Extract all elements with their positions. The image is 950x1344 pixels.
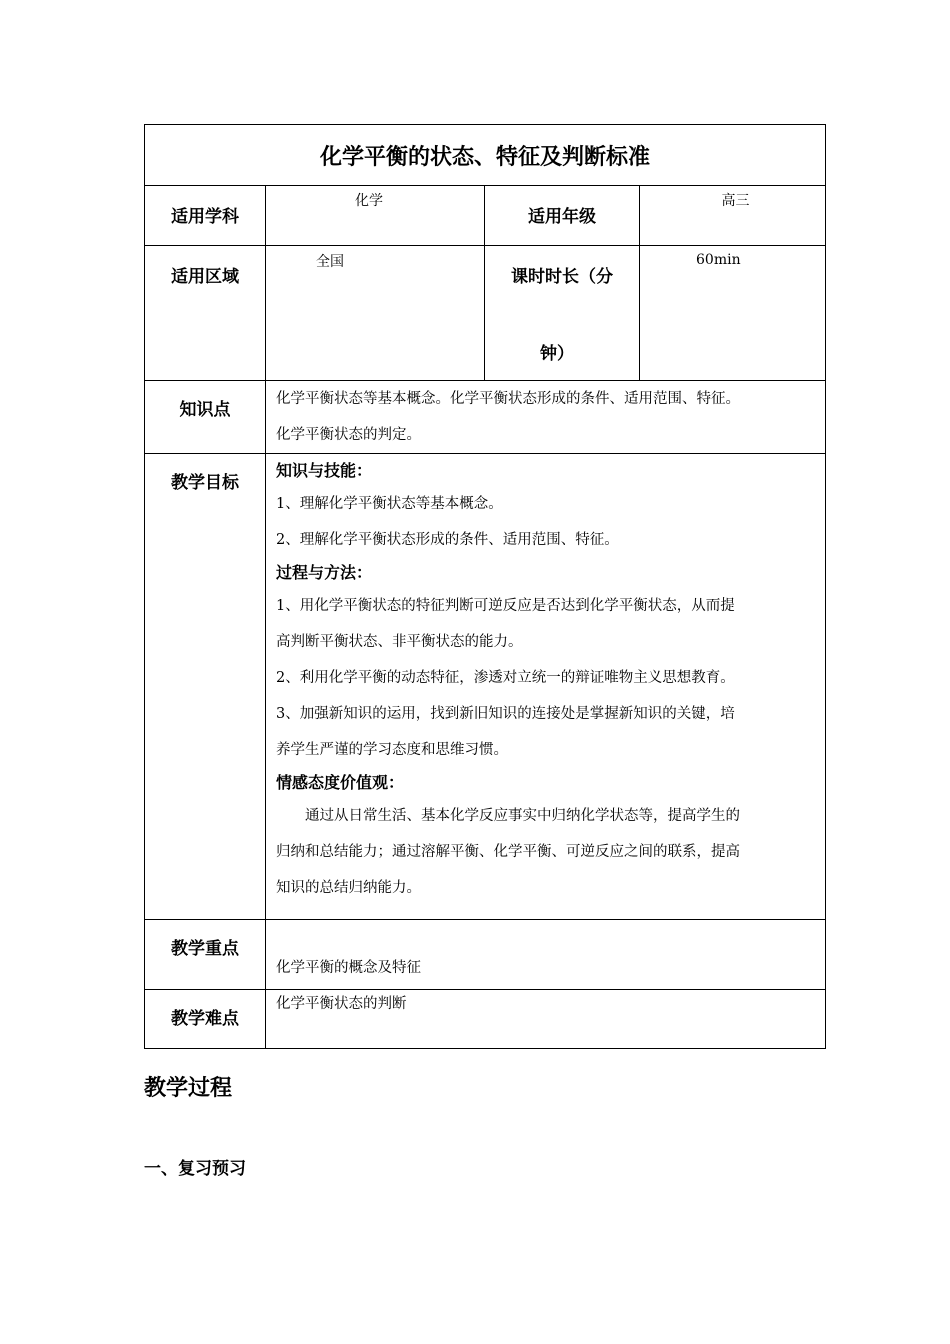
- objectives-content: [266, 454, 826, 920]
- knowledge-line-2: 化学平衡状态的判定。: [276, 427, 421, 443]
- difficulty-label: 教学难点: [171, 1009, 239, 1029]
- grade-value: 高三: [721, 193, 750, 209]
- values-line-1: 通过从日常生活、基本化学反应事实中归纳化学状态等，提高学生的: [305, 808, 740, 824]
- difficulty-content: [266, 990, 826, 1049]
- table-title-cell: [145, 125, 826, 186]
- key-point-value: 化学平衡的概念及特征: [276, 960, 421, 976]
- grade-label-cell: [485, 186, 640, 246]
- lesson-plan-table: [144, 124, 826, 1049]
- key-point-label-cell: [145, 920, 266, 990]
- key-point-content: [266, 920, 826, 990]
- process-line-5: 养学生严谨的学习态度和思维习惯。: [276, 742, 508, 758]
- values-line-3: 知识的总结归纳能力。: [276, 880, 421, 896]
- skills-item-1: 1、理解化学平衡状态等基本概念。: [276, 496, 503, 512]
- difficulty-label-cell: [145, 990, 266, 1049]
- process-line-2: 高判断平衡状态、非平衡状态的能力。: [276, 634, 523, 650]
- values-line-2: 归纳和总结能力；通过溶解平衡、化学平衡、可逆反应之间的联系，提高: [276, 844, 740, 860]
- difficulty-value: 化学平衡状态的判断: [276, 996, 407, 1012]
- subject-value-cell: [266, 186, 485, 246]
- process-heading: 过程与方法：: [276, 563, 373, 582]
- knowledge-label: 知识点: [179, 400, 231, 420]
- region-value-cell: [266, 246, 485, 381]
- knowledge-content: [266, 381, 826, 454]
- table-title: 化学平衡的状态、特征及判断标准: [320, 144, 651, 170]
- duration-value-cell: [640, 246, 826, 381]
- knowledge-label-cell: [145, 381, 266, 454]
- subject-label-cell: [145, 186, 266, 246]
- subject-value: 化学: [355, 193, 383, 209]
- duration-label-line1: 课时时长（分: [511, 267, 613, 287]
- skills-heading: 知识与技能：: [276, 461, 373, 480]
- region-value: 全国: [316, 254, 344, 270]
- key-point-label: 教学重点: [171, 939, 239, 959]
- region-label-cell: [145, 246, 266, 381]
- duration-label-line2: 钟）: [540, 344, 574, 364]
- skills-item-2: 2、理解化学平衡状态形成的条件、适用范围、特征。: [276, 532, 619, 548]
- duration-label-cell: [485, 246, 640, 381]
- section-title: 教学过程: [144, 1076, 233, 1101]
- knowledge-line-1: 化学平衡状态等基本概念。化学平衡状态形成的条件、适用范围、特征。: [276, 391, 740, 407]
- values-heading: 情感态度价值观：: [276, 773, 405, 792]
- objectives-label-cell: [145, 454, 266, 920]
- grade-value-cell: [640, 186, 826, 246]
- objectives-label: 教学目标: [171, 473, 239, 493]
- subject-label: 适用学科: [171, 207, 239, 227]
- grade-label: 适用年级: [528, 207, 596, 227]
- duration-value: 60min: [696, 252, 741, 268]
- process-line-3: 2、利用化学平衡的动态特征，渗透对立统一的辩证唯物主义思想教育。: [276, 670, 735, 686]
- sub-section-title: 一、复习预习: [144, 1159, 246, 1179]
- process-line-4: 3、加强新知识的运用，找到新旧知识的连接处是掌握新知识的关键，培: [276, 706, 735, 722]
- region-label: 适用区域: [171, 267, 239, 287]
- process-line-1: 1、用化学平衡状态的特征判断可逆反应是否达到化学平衡状态，从而提: [276, 598, 735, 614]
